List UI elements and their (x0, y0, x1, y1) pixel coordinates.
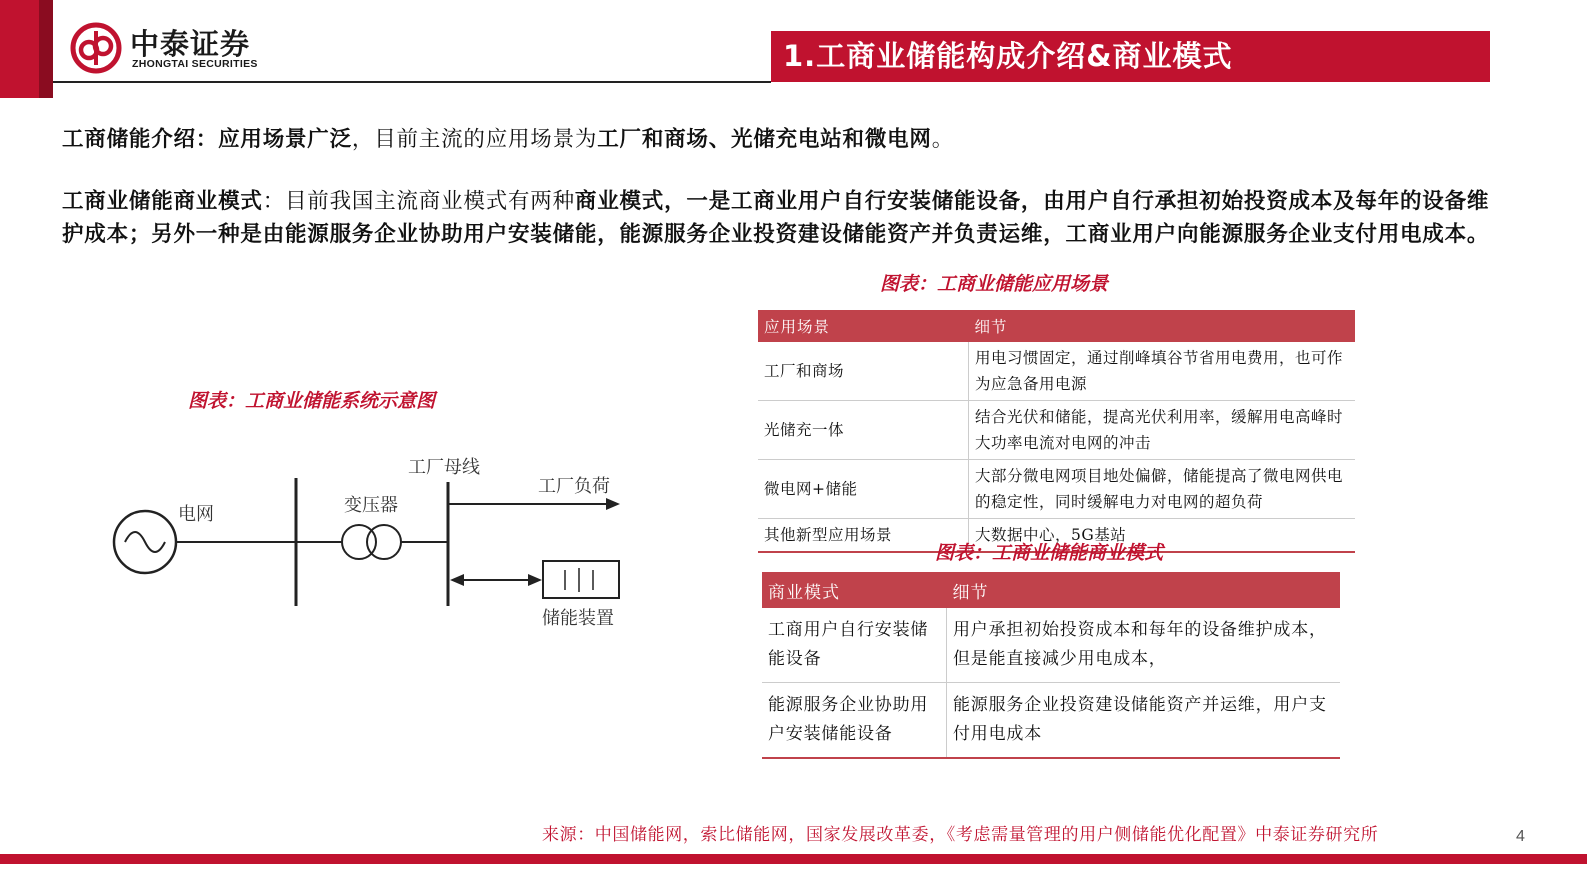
storage-arrow-left-icon (450, 574, 464, 586)
transformer-label: 变压器 (344, 495, 398, 516)
table-row (758, 460, 1355, 519)
scene-name: 工厂和商场 (758, 342, 969, 401)
intro-bold: 工厂和商场、光储充电站和微电网 (597, 127, 932, 152)
source-note: 来源：中国储能网，索比储能网，国家发展改革委，《考虑需量管理的用户侧储能优化配置》中泰证券研究所 (542, 825, 1379, 845)
table-header-cell: 商业模式 (762, 572, 947, 608)
storage-label: 储能装置 (542, 608, 614, 629)
business-model-paragraph (62, 185, 1502, 251)
sine-wave-icon (125, 532, 165, 552)
table-row (758, 401, 1355, 460)
logo-english-name: ZHONGTAI SECURITIES (132, 58, 258, 70)
grid-label: 电网 (178, 504, 214, 525)
models-table (762, 572, 1340, 759)
intro-mid: ，目前主流的应用场景为 (351, 127, 598, 152)
logo-chinese-name: 中泰证券 (130, 27, 251, 61)
corner-accent-bar (0, 0, 53, 98)
table-header-row (762, 572, 1340, 608)
model-name: 工商用户自行安装储能设备 (762, 608, 947, 683)
diagram-caption: 图表：工商业储能系统示意图 (188, 390, 436, 412)
intro-paragraph (62, 123, 1502, 156)
table-row (762, 608, 1340, 683)
scene-detail: 结合光伏和储能，提高光伏利用率，缓解用电高峰时大功率电流对电网的冲击 (969, 401, 1356, 460)
scenes-table (758, 310, 1355, 553)
model-mid: ：目前我国主流商业模式有两种 (262, 189, 575, 214)
factory-bus-label: 工厂母线 (408, 457, 480, 478)
intro-end: 。 (931, 127, 955, 152)
table-header-row (758, 310, 1355, 342)
scene-detail: 大数据中心，5G基站 (969, 519, 1356, 553)
scene-name: 微电网+储能 (758, 460, 969, 519)
model-lead: 工商业储能商业模式 (62, 189, 263, 214)
model-detail: 用户承担初始投资成本和每年的设备维护成本，但是能直接减少用电成本， (947, 608, 1341, 683)
storage-device-icon (543, 561, 619, 598)
table-row (762, 683, 1340, 759)
intro-lead: 工商储能介绍：应用场景广泛 (62, 127, 352, 152)
model-name: 能源服务企业协助用户安装储能设备 (762, 683, 947, 759)
models-table-caption: 图表：工商业储能商业模式 (935, 542, 1164, 564)
zhongtai-logo-icon (70, 22, 122, 74)
table-header-cell: 细节 (969, 310, 1356, 342)
footer-bar (0, 854, 1587, 864)
scene-name: 光储充一体 (758, 401, 969, 460)
page-title: 1.工商业储能构成介绍&商业模式 (771, 31, 1490, 82)
table-row (758, 342, 1355, 401)
header-divider (53, 81, 771, 83)
scene-detail: 大部分微电网项目地处偏僻，储能提高了微电网供电的稳定性，同时缓解电力对电网的超负荷 (969, 460, 1356, 519)
model-bold: 商业模式，一是工商业用户自行安装储能设备，由用户自行承担初始投资成本及每年的设备维护成本；另外一种是由能源服务企业协助用户安装储能，能源服务企业投资建设储能资产并负责运维，工商业用户向能源服务企业支付用电成本。 (62, 189, 1490, 247)
load-arrow-icon (606, 498, 620, 510)
page-number: 4 (1516, 828, 1525, 845)
table-header-cell: 应用场景 (758, 310, 969, 342)
transformer-coil-right-icon (367, 525, 401, 559)
scene-detail: 用电习惯固定，通过削峰填谷节省用电费用，也可作为应急备用电源 (969, 342, 1356, 401)
scenes-table-caption: 图表：工商业储能应用场景 (880, 273, 1109, 295)
table-header-cell: 细节 (947, 572, 1341, 608)
scene-name: 其他新型应用场景 (758, 519, 969, 553)
storage-arrow-right-icon (528, 574, 542, 586)
model-detail: 能源服务企业投资建设储能资产并运维，用户支付用电成本 (947, 683, 1341, 759)
factory-load-label: 工厂负荷 (538, 476, 610, 497)
storage-system-diagram (100, 440, 640, 640)
